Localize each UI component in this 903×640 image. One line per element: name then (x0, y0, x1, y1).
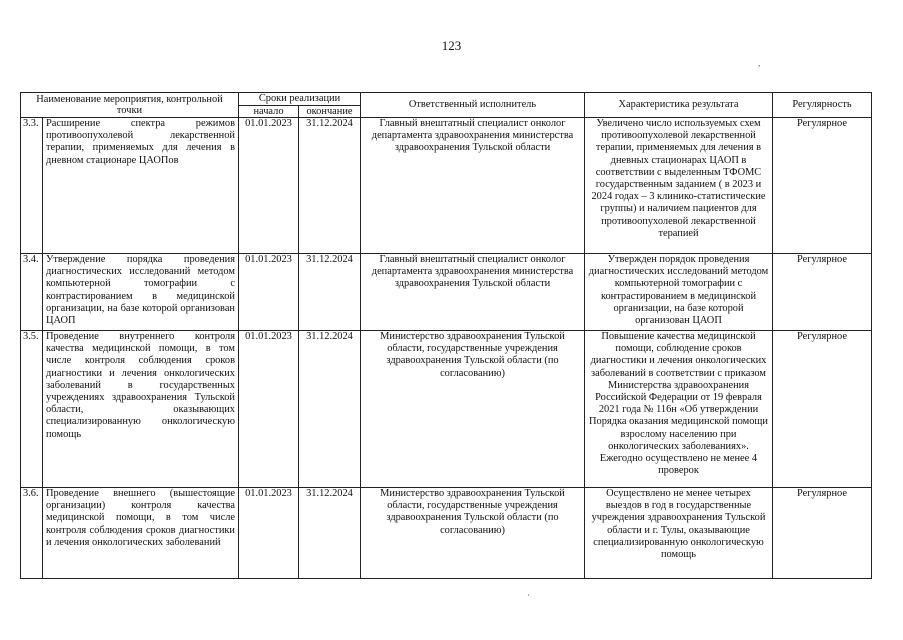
page-number: 123 (441, 38, 462, 53)
header-regularity: Регулярность (773, 93, 872, 118)
start-date: 01.01.2023 (239, 331, 299, 488)
regularity: Регулярное (773, 331, 872, 488)
result-description: Утвержден порядок проведения диагностических исследований методом компьютерной томографии с контрастированием в медицинской организации, на базе которой организован ЦАОП (585, 254, 773, 331)
table-row (21, 331, 872, 488)
measure-name: Расширение спектра режимов противоопухолевой лекарственной терапии, применяемых для лечения в дневном стационаре ЦАОПов (43, 118, 239, 254)
result-description: Осуществлено не менее четырех выездов в год в государственные учреждения здравоохранения Тульской области и г. Тулы, оказывающие специализированную онкологическую помощь (585, 488, 773, 579)
start-date: 01.01.2023 (239, 118, 299, 254)
row-number: 3.4. (21, 254, 43, 331)
row-number: 3.3. (21, 118, 43, 254)
end-date: 31.12.2024 (299, 118, 361, 254)
table-row (21, 254, 872, 331)
measure-name: Проведение внешнего (вышестоящие организации) контроля качества медицинской помощи, в том числе контроля соблюдения сроков диагностики и лечения онкологических заболеваний (43, 488, 239, 579)
start-date: 01.01.2023 (239, 254, 299, 331)
header-terms: Сроки реализации (239, 93, 361, 106)
row-number: 3.6. (21, 488, 43, 579)
measure-name: Утверждение порядка проведения диагностических исследований методом компьютерной томографии с контрастированием в медицинской организации, на базе которой организован ЦАОП (43, 254, 239, 331)
regularity: Регулярное (773, 488, 872, 579)
end-date: 31.12.2024 (299, 331, 361, 488)
responsible-executor: Министерство здравоохранения Тульской области, государственные учреждения здравоохранения Тульской области (по согласованию) (361, 488, 585, 579)
result-description: Увеличено число используемых схем противоопухолевой лекарственной терапии, применяемых для лечения в дневных стационарах ЦАОП в соответствии с выделенным ТФОМС государственным заданием ( в 2023 и 2024 годах – 3 клинико-статистические группы) и наличием пациентов для противоопухолевой лекарственной терапией (585, 118, 773, 254)
regularity: Регулярное (773, 118, 872, 254)
responsible-executor: Министерство здравоохранения Тульской области, государственные учреждения здравоохранения Тульской области (по согласованию) (361, 331, 585, 488)
header-start: начало (239, 105, 299, 118)
result-description: Повышение качества медицинской помощи, соблюдение сроков диагностики и лечения онкологических заболеваний в соответствии с приказом Министерства здравоохранения Российской Федерации от 19 февраля 2021 года № 116н «Об утверждении Порядка оказания медицинской помощи взрослому населению при онкологических заболеваниях». Ежегодно осуществлено не менее 4 проверок (585, 331, 773, 488)
header-result: Характеристика результата (585, 93, 773, 118)
header-end: окончание (299, 105, 361, 118)
table-row (21, 118, 872, 254)
responsible-executor: Главный внештатный специалист онколог департамента здравоохранения министерства здравоохранения Тульской области (361, 254, 585, 331)
end-date: 31.12.2024 (299, 488, 361, 579)
responsible-executor: Главный внештатный специалист онколог департамента здравоохранения министерства здравоохранения Тульской области (361, 118, 585, 254)
measures-table (20, 92, 872, 579)
measure-name: Проведение внутреннего контроля качества медицинской помощи, в том числе контроля соблюдения сроков диагностики и лечения онкологических заболеваний в государственных учреждениях здравоохранения Тульской области, оказывающих специализированную онкологическую помощь (43, 331, 239, 488)
start-date: 01.01.2023 (239, 488, 299, 579)
end-date: 31.12.2024 (299, 254, 361, 331)
table-row (21, 488, 872, 579)
scan-speck: · (527, 590, 530, 600)
header-responsible: Ответственный исполнитель (361, 93, 585, 118)
row-number: 3.5. (21, 331, 43, 488)
header-name: Наименование мероприятия, контрольной точки (21, 93, 239, 118)
scan-speck: , (758, 58, 761, 68)
header-row (21, 93, 872, 106)
regularity: Регулярное (773, 254, 872, 331)
